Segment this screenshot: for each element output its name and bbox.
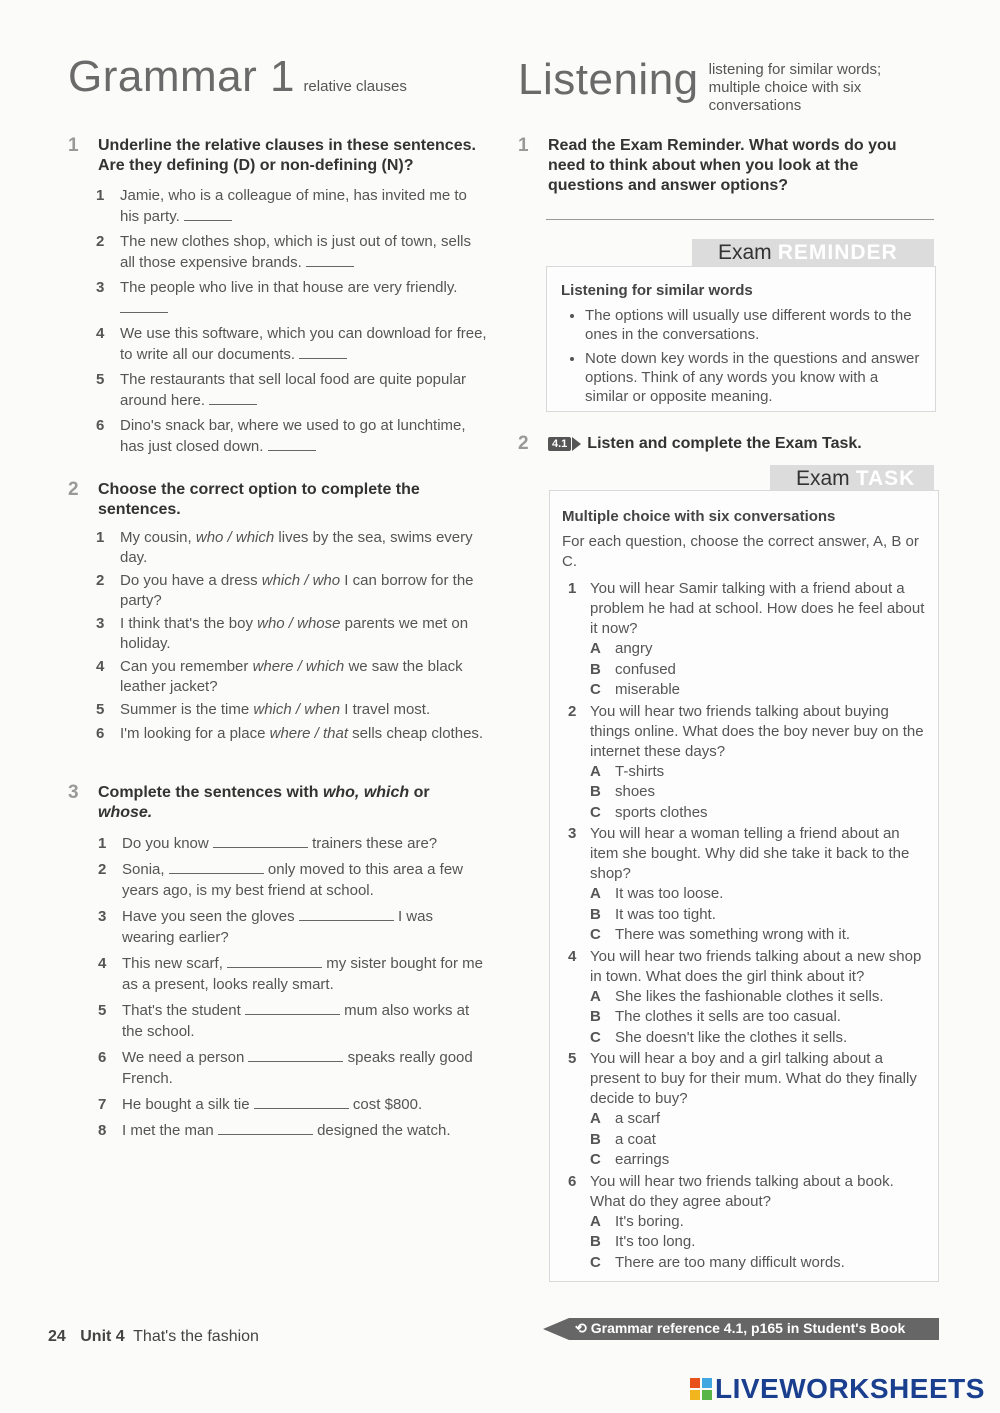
option-text: miserable bbox=[615, 681, 681, 698]
list-item bbox=[98, 1120, 488, 1141]
item-text: We use this software, which you can download for free, to write all our documents. bbox=[120, 325, 487, 363]
reminder-bullet: • Note down key words in the questions and answer options. Think of any words you know with a similar or opposite meaning. bbox=[585, 349, 921, 406]
answer-option[interactable] bbox=[590, 987, 926, 1008]
list-item bbox=[96, 186, 488, 227]
question-body bbox=[590, 579, 926, 701]
question-body bbox=[590, 702, 926, 824]
list-item bbox=[96, 232, 488, 273]
list-item bbox=[98, 833, 488, 854]
grammar-reference-link[interactable]: ⟲ Grammar reference 4.1, p165 in Student's Book bbox=[543, 1318, 939, 1340]
option-letter: B bbox=[590, 1008, 601, 1025]
item-text-before: He bought a silk tie bbox=[122, 1096, 250, 1113]
question-text: You will hear two friends talking about a book. What do they agree about? bbox=[590, 1172, 894, 1210]
question-number: 6 bbox=[568, 1172, 577, 1190]
question-body bbox=[590, 824, 926, 946]
item-body bbox=[120, 186, 488, 227]
item-number: 4 bbox=[98, 955, 107, 972]
list-item bbox=[96, 614, 488, 653]
task-heading: Multiple choice with six conversations bbox=[562, 508, 836, 525]
option-text: a scarf bbox=[615, 1110, 661, 1127]
exercise-instruction: Underline the relative clauses in these sentences. Are they defining (D) or non-defining (N)? bbox=[98, 137, 476, 174]
item-body bbox=[122, 1120, 451, 1141]
option-text: The clothes it sells are too casual. bbox=[615, 1008, 841, 1025]
item-text-after: my sister bought for me as a present, looks really smart. bbox=[122, 955, 483, 993]
exercise-items bbox=[96, 528, 488, 743]
question-text: You will hear a woman telling a friend about an item she bought. Why did she take it back to the shop? bbox=[590, 825, 910, 882]
exercise-items bbox=[98, 833, 488, 1141]
option-letter: B bbox=[590, 660, 601, 678]
exam-task-box bbox=[549, 490, 939, 1282]
option-letter: C bbox=[590, 1253, 601, 1271]
option-letter: C bbox=[590, 926, 601, 943]
option-text: It was too loose. bbox=[615, 885, 724, 902]
item-number: 3 bbox=[96, 279, 105, 296]
page-footer bbox=[48, 1328, 259, 1346]
list-item bbox=[98, 859, 488, 901]
list-item bbox=[96, 370, 488, 411]
grammar-subtitle: relative clauses bbox=[303, 78, 407, 95]
item-body bbox=[122, 1000, 488, 1042]
item-number: 1 bbox=[98, 835, 107, 852]
item-text: Jamie, who is a colleague of mine, has invited me to his party. bbox=[120, 187, 467, 225]
option-choice[interactable]: where / which bbox=[252, 658, 345, 675]
item-text-before: My cousin, bbox=[120, 529, 196, 546]
item-text-after: I was wearing earlier? bbox=[122, 908, 433, 946]
answer-option[interactable] bbox=[590, 803, 926, 824]
item-text-before: That's the student bbox=[122, 1002, 241, 1019]
exercise-number: 2 bbox=[68, 479, 79, 500]
option-letter: C bbox=[590, 1028, 601, 1046]
task-question bbox=[562, 947, 926, 1049]
item-body bbox=[122, 1047, 488, 1089]
item-text-after: only moved to this area a few years ago, is my best friend at school. bbox=[122, 861, 463, 899]
item-body bbox=[122, 906, 488, 948]
item-body bbox=[122, 859, 488, 901]
task-question bbox=[562, 1049, 926, 1171]
item-text-before: This new scarf, bbox=[122, 955, 223, 972]
refresh-icon: ⟲ bbox=[575, 1320, 587, 1336]
option-letter: C bbox=[590, 681, 601, 698]
list-item bbox=[96, 278, 488, 319]
item-number: 5 bbox=[96, 371, 105, 388]
answer-blank[interactable] bbox=[245, 1002, 340, 1015]
item-text-before: I met the man bbox=[122, 1122, 214, 1139]
item-body bbox=[120, 324, 488, 365]
exercise-items bbox=[96, 186, 488, 457]
option-letter: C bbox=[590, 1151, 601, 1168]
exercise-instruction: Complete the sentences with who, which or whose. bbox=[98, 784, 430, 821]
option-text: She doesn't like the clothes it sells. bbox=[615, 1028, 848, 1046]
grammar-exercise-2 bbox=[68, 480, 488, 747]
item-text: The people who live in that house are very friendly. bbox=[120, 279, 458, 296]
option-letter: B bbox=[590, 783, 601, 800]
answer-blank[interactable] bbox=[120, 300, 168, 313]
item-number: 2 bbox=[96, 572, 105, 589]
option-text: sports clothes bbox=[615, 803, 708, 821]
grammar-exercise-1 bbox=[68, 136, 488, 462]
item-number: 1 bbox=[96, 187, 105, 204]
item-number: 1 bbox=[96, 529, 105, 546]
question-body bbox=[590, 947, 926, 1049]
option-text: It's too long. bbox=[615, 1233, 696, 1250]
item-number: 2 bbox=[96, 233, 105, 250]
liveworksheets-logo bbox=[690, 1373, 985, 1405]
exercise-instruction: Read the Exam Reminder. What words do you need to think about when you look at the questions and answer options? bbox=[548, 137, 897, 194]
option-letter: B bbox=[590, 1130, 601, 1148]
item-text-before: I'm looking for a place bbox=[120, 724, 270, 742]
question-body bbox=[590, 1049, 926, 1171]
option-letter: A bbox=[590, 1212, 601, 1230]
question-text: You will hear two friends talking about a new shop in town. What does the girl think about it? bbox=[590, 947, 922, 985]
item-text-after: trainers these are? bbox=[312, 835, 438, 852]
item-text-before: I think that's the boy bbox=[120, 615, 258, 632]
answer-blank[interactable] bbox=[306, 254, 354, 267]
item-number: 5 bbox=[96, 701, 105, 718]
listening-header bbox=[518, 55, 909, 115]
item-body bbox=[120, 278, 488, 319]
question-text: You will hear two friends talking about buying things online. What does the boy never buy on the internet these days? bbox=[590, 702, 924, 760]
item-body bbox=[120, 571, 488, 610]
listening-exercise-1 bbox=[518, 136, 918, 196]
item-text-after: sells cheap clothes. bbox=[348, 724, 484, 742]
option-choice[interactable]: who / whose bbox=[257, 615, 341, 632]
item-number: 3 bbox=[98, 908, 107, 925]
answer-blank[interactable] bbox=[299, 908, 394, 921]
reminder-bullets bbox=[561, 306, 921, 406]
item-number: 4 bbox=[96, 658, 105, 675]
answer-option[interactable] bbox=[590, 660, 926, 681]
list-item bbox=[98, 1000, 488, 1042]
option-letter: C bbox=[590, 803, 601, 821]
item-body bbox=[120, 370, 488, 411]
answer-blank[interactable] bbox=[218, 1122, 313, 1135]
answer-option[interactable] bbox=[590, 1212, 926, 1233]
item-number: 7 bbox=[98, 1096, 107, 1113]
item-text-after: we saw the black leather jacket? bbox=[120, 658, 463, 695]
answer-option[interactable] bbox=[590, 782, 926, 803]
list-item bbox=[96, 571, 488, 610]
answer-blank[interactable] bbox=[184, 208, 232, 221]
item-text-after: speaks really good French. bbox=[122, 1049, 473, 1087]
item-text-after: cost $800. bbox=[352, 1096, 423, 1113]
option-choice[interactable]: which / who bbox=[261, 572, 341, 589]
question-number: 2 bbox=[568, 702, 577, 720]
audio-track-button[interactable]: 4.1 bbox=[548, 437, 581, 451]
item-number: 3 bbox=[96, 615, 105, 632]
question-number: 4 bbox=[568, 947, 577, 965]
list-item bbox=[98, 1094, 488, 1115]
item-body bbox=[122, 953, 488, 995]
list-item bbox=[96, 657, 488, 696]
option-text: earrings bbox=[615, 1151, 670, 1168]
task-intro: For each question, choose the correct answer, A, B or C. bbox=[562, 533, 919, 570]
listening-exercise-2 bbox=[518, 434, 918, 454]
answer-option[interactable] bbox=[590, 1028, 926, 1049]
list-item bbox=[96, 528, 488, 567]
answer-option[interactable] bbox=[590, 1007, 926, 1028]
item-body bbox=[122, 1094, 422, 1115]
item-number: 6 bbox=[96, 724, 105, 742]
item-body bbox=[120, 724, 483, 744]
reminder-heading: Listening for similar words bbox=[561, 282, 753, 299]
listening-title: Listening bbox=[518, 55, 699, 104]
item-text: The new clothes shop, which is just out of town, sells all those expensive brands. bbox=[120, 233, 472, 271]
item-text-before: Do you have a dress bbox=[120, 572, 262, 589]
option-letter: B bbox=[590, 1233, 601, 1250]
unit-title: That's the fashion bbox=[133, 1328, 259, 1345]
item-text-before: Can you remember bbox=[120, 658, 253, 675]
answer-blank[interactable] bbox=[254, 1096, 349, 1109]
listening-subtitle: listening for similar words; multiple choice with six conversations bbox=[708, 61, 882, 114]
answer-blank[interactable] bbox=[213, 835, 308, 848]
option-letter: A bbox=[590, 640, 601, 657]
answer-option[interactable] bbox=[590, 1130, 926, 1151]
exercise-number: 3 bbox=[68, 782, 79, 803]
item-text: Dino's snack bar, where we used to go at lunchtime, has just closed down. bbox=[120, 417, 466, 455]
unit-label: Unit 4 bbox=[80, 1328, 125, 1345]
item-number: 6 bbox=[98, 1049, 107, 1066]
option-text: confused bbox=[615, 660, 676, 678]
answer-option[interactable] bbox=[590, 639, 926, 660]
question-text: You will hear a boy and a girl talking about a present to buy for their mum. What do they finally decide to buy? bbox=[590, 1050, 917, 1107]
item-number: 5 bbox=[98, 1002, 107, 1019]
exercise-instruction: Choose the correct option to complete the sentences. bbox=[98, 481, 420, 518]
option-text: shoes bbox=[615, 783, 656, 800]
item-text: The restaurants that sell local food are quite popular around here. bbox=[120, 371, 467, 409]
option-text: a coat bbox=[615, 1130, 656, 1148]
list-item bbox=[98, 953, 488, 995]
item-text-before: Do you know bbox=[122, 835, 209, 852]
exercise-number: 1 bbox=[68, 135, 79, 156]
option-choice[interactable]: where / that bbox=[269, 724, 348, 742]
item-text-after: parents we met on holiday. bbox=[120, 615, 469, 652]
item-text-before: We need a person bbox=[122, 1049, 245, 1066]
list-item bbox=[98, 1047, 488, 1089]
item-body bbox=[120, 232, 488, 273]
answer-blank[interactable] bbox=[169, 861, 264, 874]
list-item bbox=[96, 724, 488, 744]
option-text: It's boring. bbox=[615, 1212, 684, 1230]
item-text-before: Sonia, bbox=[122, 861, 165, 878]
item-number: 8 bbox=[98, 1122, 107, 1139]
answer-option[interactable] bbox=[590, 680, 926, 701]
option-text: She likes the fashionable clothes it sells. bbox=[615, 987, 884, 1005]
option-letter: A bbox=[590, 987, 601, 1005]
item-text-after: I travel most. bbox=[340, 701, 431, 718]
item-body bbox=[120, 700, 430, 720]
item-body bbox=[120, 657, 488, 696]
option-text: There was something wrong with it. bbox=[615, 926, 851, 943]
answer-option[interactable] bbox=[590, 905, 926, 926]
grammar-title: Grammar 1 bbox=[68, 52, 295, 101]
question-number: 3 bbox=[568, 825, 577, 842]
exercise-number: 2 bbox=[518, 433, 529, 454]
question-body bbox=[590, 1172, 926, 1274]
answer-option[interactable] bbox=[590, 1232, 926, 1253]
answer-option[interactable] bbox=[590, 925, 926, 946]
answer-option[interactable] bbox=[590, 1109, 926, 1130]
item-text-after: mum also works at the school. bbox=[122, 1002, 470, 1040]
item-text-after: I can borrow for the party? bbox=[120, 572, 474, 609]
item-body bbox=[122, 833, 437, 854]
list-item bbox=[96, 416, 488, 457]
list-item bbox=[98, 906, 488, 948]
task-questions bbox=[562, 579, 926, 1273]
answer-option[interactable] bbox=[590, 1150, 926, 1171]
page-number: 24 bbox=[48, 1328, 66, 1345]
item-number: 6 bbox=[96, 417, 105, 434]
item-body bbox=[120, 614, 488, 653]
item-text-after: lives by the sea, swims every day. bbox=[120, 529, 473, 566]
item-body bbox=[120, 528, 488, 567]
answer-blank[interactable] bbox=[227, 955, 322, 968]
item-number: 4 bbox=[96, 325, 105, 342]
task-question bbox=[562, 1172, 926, 1274]
exam-reminder-banner: Exam REMINDER bbox=[692, 239, 934, 267]
question-number: 1 bbox=[568, 580, 577, 597]
question-text: You will hear Samir talking with a friend about a problem he had at school. How does he feel about it now? bbox=[590, 580, 925, 637]
question-number: 5 bbox=[568, 1050, 577, 1067]
task-question bbox=[562, 579, 926, 701]
answer-option[interactable] bbox=[590, 762, 926, 783]
option-text: It was too tight. bbox=[615, 905, 716, 923]
option-letter: A bbox=[590, 885, 601, 902]
grammar-header bbox=[68, 52, 407, 102]
task-question bbox=[562, 702, 926, 824]
exercise-instruction: Listen and complete the Exam Task. bbox=[587, 435, 862, 452]
logo-text: LIVEWORKSHEETS bbox=[715, 1373, 985, 1404]
play-icon bbox=[572, 437, 581, 451]
exercise-number: 1 bbox=[518, 135, 529, 156]
item-number: 2 bbox=[98, 861, 107, 878]
option-text: angry bbox=[615, 640, 653, 657]
item-text-after: designed the watch. bbox=[317, 1122, 451, 1139]
logo-grid-icon bbox=[690, 1378, 712, 1400]
list-item bbox=[96, 324, 488, 365]
answer-option[interactable] bbox=[590, 1253, 926, 1274]
item-body bbox=[120, 416, 488, 457]
answer-blank[interactable] bbox=[268, 438, 316, 451]
answer-blank[interactable] bbox=[299, 346, 347, 359]
item-text-before: Summer is the time bbox=[120, 701, 254, 718]
grammar-exercise-3 bbox=[68, 783, 488, 1146]
answer-option[interactable] bbox=[590, 884, 926, 905]
answer-blank[interactable] bbox=[248, 1049, 343, 1062]
list-item bbox=[96, 700, 488, 720]
exam-reminder-box bbox=[546, 266, 936, 412]
option-letter: A bbox=[590, 762, 601, 780]
option-choice[interactable]: which / when bbox=[253, 701, 341, 718]
option-letter: B bbox=[590, 905, 601, 923]
answer-blank[interactable] bbox=[209, 392, 257, 405]
option-text: There are too many difficult words. bbox=[615, 1253, 845, 1271]
reminder-bullet: • The options will usually use different words to the ones in the conversations. bbox=[585, 306, 921, 344]
option-letter: A bbox=[590, 1110, 601, 1127]
option-choice[interactable]: who / which bbox=[195, 529, 275, 546]
exam-task-banner: Exam TASK bbox=[770, 465, 934, 493]
task-question bbox=[562, 824, 926, 946]
option-text: T-shirts bbox=[615, 762, 665, 780]
item-text-before: Have you seen the gloves bbox=[122, 908, 295, 925]
answer-line[interactable] bbox=[546, 219, 934, 220]
